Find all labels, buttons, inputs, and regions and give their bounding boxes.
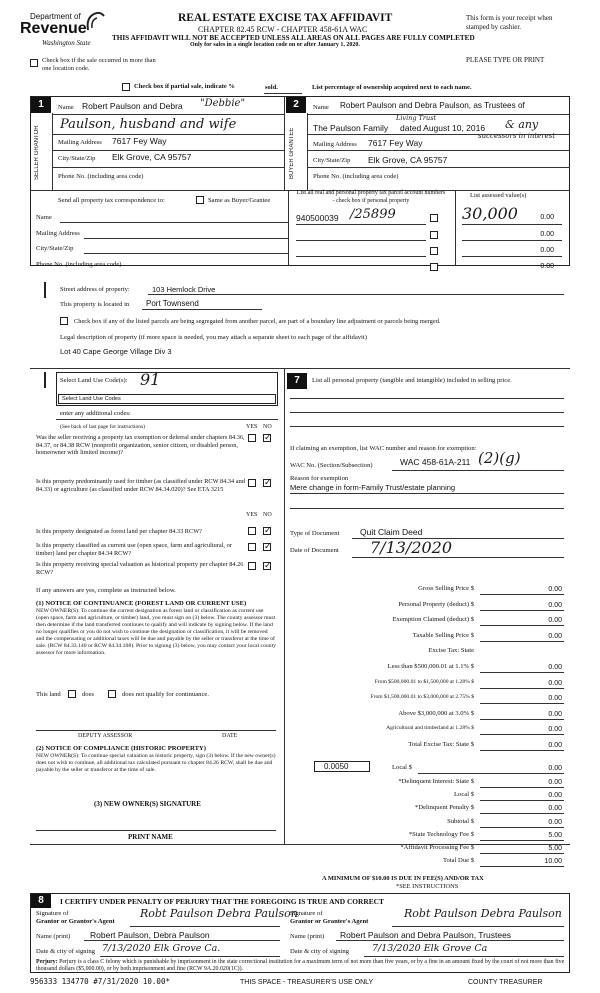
tax-row2-line-6 xyxy=(480,866,564,867)
assessed-header: List assessed value(s) xyxy=(470,192,527,199)
assessed-value-1[interactable]: 0.00 xyxy=(540,214,554,221)
grantee-signature[interactable]: Robt Paulson Debra Paulson xyxy=(404,907,562,920)
parcel-number-hand: /25899 xyxy=(350,207,396,222)
tax-row-line-2 xyxy=(480,625,564,626)
tax-row2-value-1[interactable]: 0.00 xyxy=(548,792,562,800)
buyer-mailing[interactable]: 7617 Fey Way xyxy=(368,138,423,148)
deputy-date-label: DATE xyxy=(222,733,238,739)
buyer-name2[interactable]: The Paulson Family xyxy=(313,123,389,133)
tax-row2-line-1 xyxy=(480,800,564,801)
grantor-print-label: Name (print) xyxy=(36,933,71,940)
grantee-date-label: Date & city of signing xyxy=(290,948,349,955)
personal-property-checkbox-4[interactable] xyxy=(430,263,438,271)
tax-row2-label-6: Total Due $ xyxy=(442,857,474,865)
buyer-side-label: BUYER GRANTEE xyxy=(289,127,295,179)
personal-property-checkbox-1[interactable] xyxy=(430,214,438,222)
land-does-checkbox[interactable] xyxy=(68,690,76,698)
personal-property-checkbox-3[interactable] xyxy=(430,247,438,255)
grantee-print-name[interactable]: Robert Paulson and Debra Paulson, Trustees xyxy=(340,930,512,940)
tax-row2-label-2: *Delinquent Penalty $ xyxy=(415,804,474,812)
minimum-due: A MINIMUM OF $10.00 IS DUE IN FEE(S) AND/OR TAX xyxy=(322,875,484,882)
perjury-text: Perjury is a class C felony which is punishable by imprisonment in the state correctional institution for a maximum term of not more than five years, or by a fine in an amount fixed by the court of not more than five thousand dollars ($5,000.00), or by both imprisonment and fine (RCW 9A.20.020(1C)). xyxy=(36,959,565,972)
doc-date-label: Date of Document xyxy=(290,547,339,554)
correspondence-label: Send all property tax correspondence to: xyxy=(58,197,165,204)
tax-row2-label-4: *State Technology Fee $ xyxy=(408,830,474,838)
buyer-phone-label: Phone No. (including area code) xyxy=(313,173,399,180)
partial-sale-label: Check box if partial sale, indicate % xyxy=(134,83,235,90)
tax-row2-label-3: Subtotal $ xyxy=(447,817,474,825)
q2-no-checkbox[interactable] xyxy=(263,479,271,487)
assessed-value-4[interactable]: 0.00 xyxy=(540,263,554,270)
tax-row-value-8[interactable]: 0.00 xyxy=(548,710,562,718)
local-value[interactable]: 0.00 xyxy=(548,765,562,772)
tax-row2-value-4[interactable]: 5.00 xyxy=(548,831,562,839)
legal-label: Legal description of property (if more space is needed, you may attach a separate sheet to each page of the affidavit) xyxy=(60,334,367,341)
grantor-date[interactable]: 7/13/2020 Elk Grove Ca. xyxy=(102,943,221,954)
tax-row-line-7 xyxy=(480,703,564,704)
tax-row2-label-5: *Affidavit Processing Fee $ xyxy=(400,844,474,851)
question-forest: Is this property designated as forest land per chapter 84.33 RCW? xyxy=(36,528,202,535)
question-historic: Is this property receiving special valuation as historical property per chapter 84.26 RCW? xyxy=(36,561,244,576)
question-timber: Is this property predominantly used for timber (as classified under RCW 84.34 and 84.33) or agriculture (as classified under RCW 84.34.020)? See ETA 3215 xyxy=(36,478,245,493)
see-back-label: (See back of last page for instructions) xyxy=(60,424,145,430)
ownership-note: List percentage of ownership acquired next to each name. xyxy=(312,84,472,91)
tax-row2-value-5[interactable]: 5.00 xyxy=(548,845,562,852)
same-as-buyer-checkbox[interactable] xyxy=(196,196,204,204)
tax-row-label-0: Gross Selling Price $ xyxy=(418,585,474,592)
wac-hand: (2)(g) xyxy=(478,449,521,467)
buyer-city-label: City/State/Zip xyxy=(313,157,351,164)
located-label: This property is located in xyxy=(60,301,130,308)
wac-number[interactable]: WAC 458-61A-211 xyxy=(400,457,471,467)
if-yes-note: If any answers are yes, complete as instructed below. xyxy=(36,587,176,594)
county-treasurer-label: COUNTY TREASURER xyxy=(468,979,543,986)
buyer-name-label: Name xyxy=(313,104,329,111)
grantor-sig-label1: Signature of xyxy=(36,910,69,917)
street-label: Street address of property: xyxy=(60,286,130,293)
yes-header-2: YES xyxy=(246,512,258,518)
form-subwarning: Only for sales in a single location code on or after January 1, 2020. xyxy=(190,42,360,48)
agency-name: Revenue xyxy=(20,20,87,37)
tax-row-label-1: Personal Property (deduct) $ xyxy=(398,600,474,608)
new-owner-signature-label: (3) NEW OWNER(S) SIGNATURE xyxy=(94,800,201,808)
local-label: Local $ xyxy=(392,764,412,771)
notice-continuance-title: (1) NOTICE OF CONTINUANCE (FOREST LAND OR CURRENT USE) xyxy=(36,600,247,607)
yes-header-1: YES xyxy=(246,424,258,430)
doc-type[interactable]: Quit Claim Deed xyxy=(360,527,423,537)
exemption-reason[interactable]: Mere change in form-Family Trust/estate planning xyxy=(290,483,456,492)
tax-row2-line-3 xyxy=(480,827,564,828)
corr-phone-label: Phone No. (including area code) xyxy=(36,261,122,268)
section-number-8: 8 xyxy=(31,894,51,908)
assessed-hand: 30,000 xyxy=(462,204,518,223)
tax-row-line-1 xyxy=(480,610,564,611)
section-number-7: 7 xyxy=(287,373,307,389)
local-rate[interactable]: 0.0050 xyxy=(324,762,349,771)
print-note: PLEASE TYPE OR PRINT xyxy=(466,56,545,64)
reason-label: Reason for exemption xyxy=(290,475,349,482)
question-current-use: Is this property classified as current use (open space, farm and agricultural, or timber) land per chapter 84.34 RCW? xyxy=(36,542,232,557)
seller-name-hand: "Debbie" xyxy=(200,98,246,109)
seller-name-label: Name xyxy=(58,104,74,111)
doc-type-label: Type of Document xyxy=(290,530,340,537)
tax-row2-line-0 xyxy=(480,787,564,788)
tax-row-value-7[interactable]: 0.00 xyxy=(548,695,562,703)
q4-yes-checkbox[interactable] xyxy=(248,543,256,551)
tax-row-label-8: Above $3,000,000 at 3.0% $ xyxy=(398,709,474,717)
tax-row-line-9 xyxy=(480,734,564,735)
personal-property-label: List all personal property (tangible and intangible) included in selling price. xyxy=(312,377,512,384)
tax-row-label-3: Taxable Selling Price $ xyxy=(412,631,474,639)
corr-city-label: City/State/Zip xyxy=(36,245,74,252)
tax-row-line-8 xyxy=(480,719,564,720)
no-header-1: NO xyxy=(263,424,272,430)
grantee-print-label: Name (print) xyxy=(290,933,325,940)
no-header-2: NO xyxy=(263,512,272,518)
tax-row-line-6 xyxy=(480,688,564,689)
grantor-sig-label2: Grantor or Grantor's Agent xyxy=(36,918,115,925)
treasurer-space-label: THIS SPACE - TREASURER'S USE ONLY xyxy=(240,979,374,986)
q3-no-checkbox[interactable] xyxy=(263,527,271,535)
land-use-code[interactable]: 91 xyxy=(140,370,161,389)
tax-row-value-1[interactable]: 0.00 xyxy=(548,601,562,609)
personal-property-checkbox-2[interactable] xyxy=(430,231,438,239)
treasurer-stamp: 956333 134770 #7/31/2020 10.00* xyxy=(30,977,170,986)
tax-row2-label-0: *Delinquent Interest: State $ xyxy=(398,778,474,785)
buyer-name2-hand: & any xyxy=(505,118,539,131)
assessed-value-2[interactable]: 0.00 xyxy=(540,231,554,238)
form-chapter: CHAPTER 82.45 RCW - CHAPTER 458-61A WAC xyxy=(198,25,368,34)
located-city[interactable]: Port Townsend xyxy=(146,299,199,308)
q3-yes-checkbox[interactable] xyxy=(248,527,256,535)
buyer-name2-insert: Living Trust xyxy=(396,114,437,122)
q5-no-checkbox[interactable] xyxy=(263,562,271,570)
tax-row-value-3[interactable]: 0.00 xyxy=(548,632,562,640)
grantor-date-label: Date & city of signing xyxy=(36,948,95,955)
exemption-label: If claiming an exemption, list WAC number and reason for exemption: xyxy=(290,445,477,452)
tax-row-line-5 xyxy=(480,672,564,673)
q4-no-checkbox[interactable] xyxy=(263,543,271,551)
perjury-label: Perjury: xyxy=(36,959,58,965)
buyer-name[interactable]: Robert Paulson and Debra Paulson, as Trustees of xyxy=(340,101,525,110)
land-does-not-checkbox[interactable] xyxy=(108,690,116,698)
tax-row2-value-3[interactable]: 0.00 xyxy=(548,818,562,826)
buyer-successors-hand: successors in interest xyxy=(478,132,556,140)
grantee-sig-label2: Grantor or Grantee's Agent xyxy=(290,918,369,925)
grantor-print-name[interactable]: Robert Paulson, Debra Paulson xyxy=(90,930,210,940)
seller-name2[interactable]: Paulson, husband and wife xyxy=(60,117,237,132)
section-number-1: 1 xyxy=(31,97,51,113)
tax-row2-value-2[interactable]: 0.00 xyxy=(548,805,562,813)
land-use-label: Select Land Use Code(s): xyxy=(60,377,128,384)
seller-mailing[interactable]: 7617 Fey Way xyxy=(112,136,167,146)
notice-continuance-text: NEW OWNER(S): To continue the current designation as forest land or classification as current use (open space, farm and agriculture, or timber) land, you must sign on (3) below. The county assessor must then determine if the land transferred continues to qualify and will indicate by signing below. If the land no longer qualifies or you do not wish to continue the designation or classification, it will be removed and the compensating or additional taxes will be due and payable by the seller or transferor at the time of sale. (RCW 84.33.140 or RCW 84.34.108). Prior to signing (3) below, you may contact your local county assessor for more information. xyxy=(36,608,276,656)
grantee-sig-label1: Signature of xyxy=(290,910,323,917)
print-name-label: PRINT NAME xyxy=(128,833,173,841)
tax-row2-line-5 xyxy=(480,853,564,854)
tax-row-value-6[interactable]: 0.00 xyxy=(548,679,562,687)
agency-top: Department of xyxy=(30,12,81,21)
buyer-city[interactable]: Elk Grove, CA 95757 xyxy=(368,155,448,165)
assessed-value-3[interactable]: 0.00 xyxy=(540,247,554,254)
seller-city[interactable]: Elk Grove, CA 95757 xyxy=(112,152,192,162)
certify-title: I CERTIFY UNDER PENALTY OF PERJURY THAT THE FOREGOING IS TRUE AND CORRECT xyxy=(60,897,384,906)
sold-label: sold. xyxy=(265,84,278,91)
tax-row-line-3 xyxy=(480,641,564,642)
section-number-2: 2 xyxy=(286,97,306,113)
additional-codes-label: enter any additional codes: xyxy=(60,410,131,417)
corr-name-label: Name xyxy=(36,214,52,221)
notice-compliance-text: NEW OWNER(S): To continue special valuation as historic property, sign (3) below. If the new owner(s) does not wish to continue, all additional tax calculated pursuant to chapter 84.26 RCW, shall be due and payable by the seller or transferor at the time of sale. xyxy=(36,753,276,773)
does-label: does xyxy=(82,691,95,698)
tax-row-value-5[interactable]: 0.00 xyxy=(548,664,562,671)
q5-yes-checkbox[interactable] xyxy=(248,562,256,570)
tax-row-value-0[interactable]: 0.00 xyxy=(548,586,562,593)
does-not-label: does not qualify for continuance. xyxy=(122,691,209,698)
tax-row-line-10 xyxy=(480,750,564,751)
question-exemption: Was the seller receiving a property tax exemption or deferral under chapters 84.36, 84.37, or 84.38 RCW (nonprofit organization, senior citizen, or disabled person, homeowner with limited income)? xyxy=(36,434,245,457)
multi-location-label: Check box if the sale occurred in more than one location code. xyxy=(42,57,156,72)
notice-compliance-title: (2) NOTICE OF COMPLIANCE (HISTORIC PROPERTY) xyxy=(36,745,206,752)
receipt-note: This form is your receipt when stamped by cashier. xyxy=(466,14,553,31)
form-warning: THIS AFFIDAVIT WILL NOT BE ACCEPTED UNLESS ALL AREAS ON ALL PAGES ARE FULLY COMPLETED xyxy=(112,34,475,42)
tax-row-label-7: From $1,500,000.01 to $3,000,000 at 2.75% $ xyxy=(370,694,474,701)
land-use-dropdown-text: Select Land Use Codes xyxy=(62,396,121,402)
tax-row2-value-0[interactable]: 0.00 xyxy=(548,779,562,786)
tax-row-label-10: Total Excise Tax: State $ xyxy=(408,741,474,748)
q1-no-checkbox[interactable] xyxy=(263,434,271,442)
q2-yes-checkbox[interactable] xyxy=(248,479,256,487)
tax-row-value-9[interactable]: 0.00 xyxy=(548,726,562,734)
partial-sale-checkbox[interactable] xyxy=(122,83,130,91)
tax-row-label-4: Excise Tax: State xyxy=(428,647,474,655)
perjury-note xyxy=(36,959,566,973)
seller-mailing-label: Mailing Address xyxy=(58,139,102,146)
grantee-date[interactable]: 7/13/2020 Elk Grove Ca xyxy=(372,943,488,954)
grantor-signature[interactable]: Robt Paulson Debra Paulson xyxy=(140,907,298,920)
tax-row-value-10[interactable]: 0.00 xyxy=(548,742,562,749)
q1-yes-checkbox[interactable] xyxy=(248,434,256,442)
tax-row-label-9: Agricultural and timberland at 1.28% $ xyxy=(386,725,474,732)
parcel-header: List all real and personal property tax parcel account numbers - check box if personal property xyxy=(296,190,446,204)
tax-row2-value-6[interactable]: 10.00 xyxy=(544,858,562,866)
tax-row-label-5: Less than $500,000.01 at 1.1% $ xyxy=(387,663,474,670)
tax-row-label-6: From $500,000.01 to $1,500,000 at 1.28% $ xyxy=(374,678,474,685)
seller-phone-label: Phone No. (including area code) xyxy=(58,173,144,180)
parcel-number[interactable]: 940500039 xyxy=(296,213,339,223)
wac-label: WAC No. (Section/Subsection) xyxy=(290,462,373,469)
segregated-label: Check box if any of the listed parcels are being segregated from another parcel, are part of a boundary line adjustment or parcels being merged. xyxy=(74,318,441,325)
deputy-assessor-label: DEPUTY ASSESSOR xyxy=(78,733,133,739)
buyer-name2-rest[interactable]: dated August 10, 2016 xyxy=(400,123,486,133)
tax-row-label-2: Exemption Claimed (deduct) $ xyxy=(392,616,474,624)
same-as-buyer-label: Same as Buyer/Grantee xyxy=(208,197,271,204)
tax-row-value-2[interactable]: 0.00 xyxy=(548,617,562,625)
multi-location-checkbox[interactable] xyxy=(30,59,38,67)
segregated-checkbox[interactable] xyxy=(60,317,68,325)
this-land-label: This land xyxy=(36,691,61,698)
seller-name[interactable]: Robert Paulson and Debra xyxy=(82,101,183,111)
street-address[interactable]: 103 Hemlock Drive xyxy=(152,285,216,294)
tax-row2-label-1: Local $ xyxy=(454,791,474,799)
buyer-mailing-label: Mailing Address xyxy=(313,141,357,148)
form-title: REAL ESTATE EXCISE TAX AFFIDAVIT xyxy=(178,12,393,24)
tax-row-line-0 xyxy=(480,594,564,595)
corr-mailing-label: Mailing Address xyxy=(36,230,80,237)
see-instructions: *SEE INSTRUCTIONS xyxy=(396,883,459,890)
doc-date[interactable]: 7/13/2020 xyxy=(370,538,453,557)
legal-description[interactable]: Lot 40 Cape George Village Div 3 xyxy=(60,347,172,356)
agency-logo-icon xyxy=(84,8,106,34)
seller-city-label: City/State/Zip xyxy=(58,155,96,162)
seller-side-label: SELLER GRANTOR xyxy=(34,125,40,181)
agency-state: Washington State xyxy=(42,39,91,47)
tax-row2-line-2 xyxy=(480,813,564,814)
tax-row2-line-4 xyxy=(480,840,564,841)
